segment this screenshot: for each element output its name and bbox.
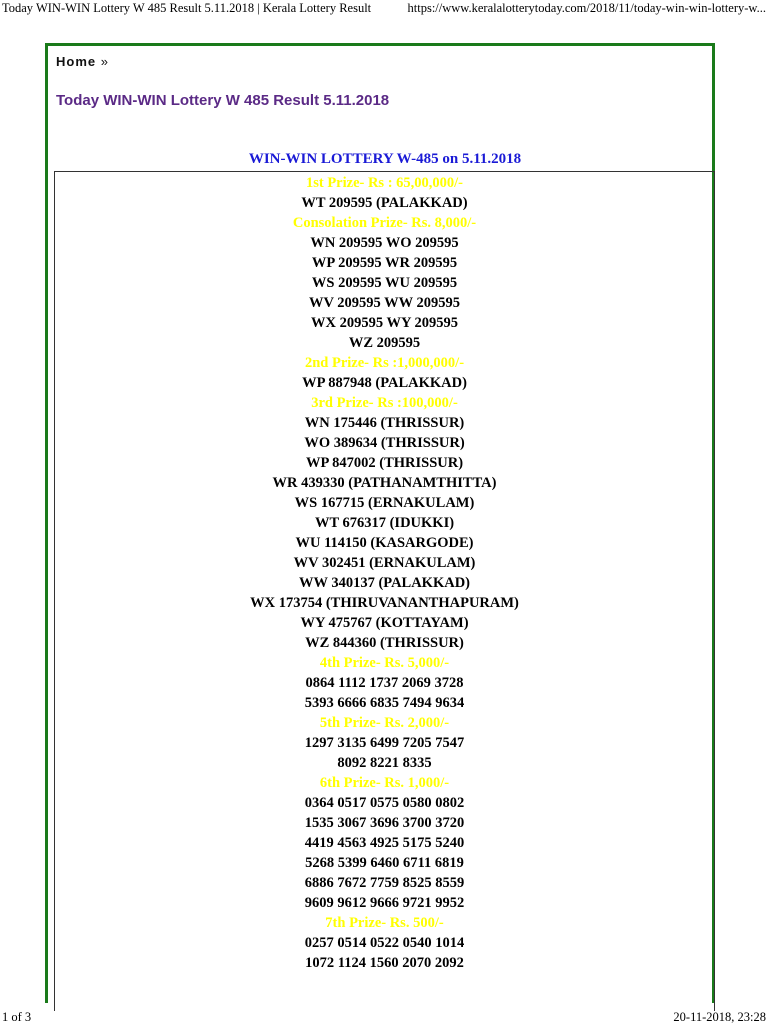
page-title: Today WIN-WIN Lottery W 485 Result 5.11.2018 xyxy=(56,92,390,109)
prize-label: 6th Prize- Rs. 1,000/- xyxy=(319,775,450,791)
winning-number-line: WP 887948 (PALAKKAD) xyxy=(302,375,467,391)
winning-number-line: WT 676317 (IDUKKI) xyxy=(314,515,455,531)
winning-number-line: WY 475767 (KOTTAYAM) xyxy=(300,615,469,631)
prize-label: 1st Prize- Rs : 65,00,000/- xyxy=(305,175,464,191)
winning-number-line: 5268 5399 6460 6711 6819 xyxy=(305,855,464,871)
print-datetime: 20-11-2018, 23:28 xyxy=(673,1010,766,1024)
prize-label: 4th Prize- Rs. 5,000/- xyxy=(319,655,450,671)
winning-number-line: WT 209595 (PALAKKAD) xyxy=(301,195,468,211)
winning-number-line: WN 209595 WO 209595 xyxy=(310,235,459,251)
winning-number-line: 0364 0517 0575 0580 0802 xyxy=(304,795,465,811)
winning-number-line: WP 847002 (THRISSUR) xyxy=(305,455,464,471)
print-page-number: 1 of 3 xyxy=(2,1010,32,1024)
winning-number-line: WO 389634 (THRISSUR) xyxy=(304,435,465,451)
prize-label: Consolation Prize- Rs. 8,000/- xyxy=(292,215,477,231)
winning-number-line: WW 340137 (PALAKKAD) xyxy=(298,575,471,591)
winning-number-line: WV 209595 WW 209595 xyxy=(308,295,461,311)
breadcrumb-home-link[interactable]: Home xyxy=(56,54,97,69)
winning-number-line: 4419 4563 4925 5175 5240 xyxy=(304,835,465,851)
winning-number-line: WZ 209595 xyxy=(348,335,421,351)
winning-number-line: 5393 6666 6835 7494 9634 xyxy=(304,695,465,711)
winning-number-line: 8092 8221 8335 xyxy=(337,755,432,771)
winning-number-line: WS 209595 WU 209595 xyxy=(311,275,458,291)
winning-number-line: 0864 1112 1737 2069 3728 xyxy=(305,675,464,691)
winning-number-line: 1072 1124 1560 2070 2092 xyxy=(305,955,464,971)
winning-number-line: WU 114150 (KASARGODE) xyxy=(295,535,474,551)
winning-number-line: WS 167715 (ERNAKULAM) xyxy=(294,495,475,511)
winning-number-line: 9609 9612 9666 9721 9952 xyxy=(304,895,465,911)
winning-number-line: 6886 7672 7759 8525 8559 xyxy=(304,875,465,891)
winning-number-line: WR 439330 (PATHANAMTHITTA) xyxy=(272,475,497,491)
winning-number-line: 0257 0514 0522 0540 1014 xyxy=(304,935,465,951)
print-footer xyxy=(0,1010,768,1024)
result-heading: WIN-WIN LOTTERY W-485 on 5.11.2018 xyxy=(248,151,522,167)
print-url: https://www.keralalotterytoday.com/2018/11/today-win-win-lottery-w... xyxy=(407,1,766,15)
winning-number-line: WP 209595 WR 209595 xyxy=(311,255,458,271)
breadcrumb xyxy=(56,54,109,69)
print-page-title: Today WIN-WIN Lottery W 485 Result 5.11.2018 | Kerala Lottery Result xyxy=(2,1,372,15)
winning-number-line: 1297 3135 6499 7205 7547 xyxy=(304,735,465,751)
prize-label: 5th Prize- Rs. 2,000/- xyxy=(319,715,450,731)
result-lines xyxy=(54,173,715,973)
winning-number-line: WN 175446 (THRISSUR) xyxy=(304,415,465,431)
prize-label: 2nd Prize- Rs :1,000,000/- xyxy=(304,355,465,371)
print-header xyxy=(0,0,768,20)
breadcrumb-separator: » xyxy=(100,54,109,69)
winning-number-line: WX 209595 WY 209595 xyxy=(310,315,459,331)
winning-number-line: WX 173754 (THIRUVANANTHAPURAM) xyxy=(250,595,519,611)
winning-number-line: WZ 844360 (THRISSUR) xyxy=(305,635,464,651)
winning-number-line: 1535 3067 3696 3700 3720 xyxy=(304,815,465,831)
prize-label: 3rd Prize- Rs :100,000/- xyxy=(311,395,458,411)
prize-label: 7th Prize- Rs. 500/- xyxy=(325,915,444,931)
winning-number-line: WV 302451 (ERNAKULAM) xyxy=(293,555,476,571)
